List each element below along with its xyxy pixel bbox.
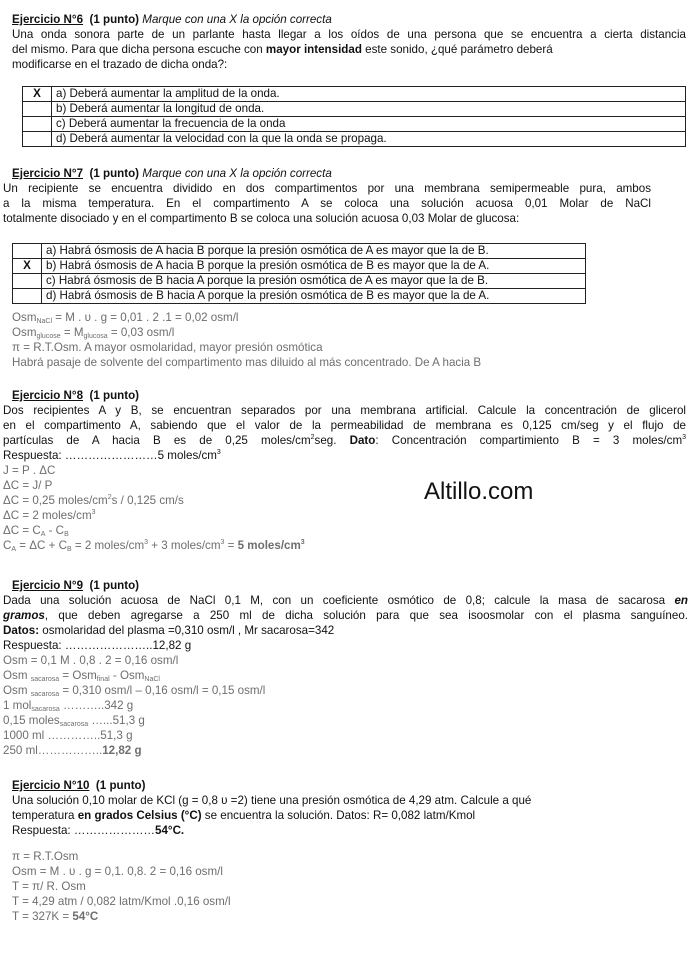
exercise-6-points: (1 punto) xyxy=(89,13,140,26)
solution-text: + 3 moles/cm xyxy=(148,539,221,552)
exercise-6-option-d xyxy=(23,132,686,147)
option-mark xyxy=(13,289,42,304)
exercise-7-statement-3: totalmente disociado y en el compartimento B se coloca una solución acuosa 0,03 Molar de glucosa: xyxy=(3,212,520,225)
solution-subscript: glucose xyxy=(36,333,61,340)
answer-label: Respuesta: ………………… xyxy=(12,824,156,837)
solution-line: J = P . ΔC xyxy=(3,464,56,477)
exercise-10-answer xyxy=(12,823,632,838)
solution-line: π = R.T.Osm. A mayor osmolaridad, mayor presión osmótica xyxy=(12,341,323,354)
solution-text: T = 327K = xyxy=(12,910,73,923)
exercise-6-statement-1: Una onda sonora parte de un parlante hasta llegar a los oídos de una persona que se encuentra a cierta distancia xyxy=(12,28,686,41)
solution-subscript: glucosa xyxy=(83,333,108,340)
solution-text: Osm xyxy=(12,326,37,339)
solution-result: 5 moles/cm xyxy=(237,539,301,552)
exercise-10 xyxy=(12,778,632,924)
subscript: sacarosa xyxy=(31,706,60,713)
option-text: b) Deberá aumentar la longitud de onda. xyxy=(52,102,686,117)
superscript: 2 xyxy=(107,494,112,501)
statement-text: , que deben agregarse a 250 ml de dicha solución para que sea isoosmolar con el plasma sanguíneo. xyxy=(44,609,688,622)
answer-label: Respuesta: xyxy=(3,449,62,462)
solution-text: = Osm xyxy=(59,669,97,682)
exercise-6-option-a xyxy=(23,87,686,102)
superscript: 3 xyxy=(682,434,687,441)
exercise-6-statement-3: modificarse en el trazado de dicha onda?: xyxy=(12,58,228,71)
solution-line xyxy=(3,683,688,698)
exercise-7-statement-2: a la misma temperatura. En el compartimento A se coloca una solución acuosa 0,01 Molar de NaCl xyxy=(3,197,651,210)
subscript: A xyxy=(11,546,17,553)
exercise-8-title xyxy=(3,388,686,403)
statement-text: : Concentración compartimiento B = 3 moles/cm xyxy=(375,434,683,447)
statement-text: seg. xyxy=(314,434,350,447)
option-mark: X xyxy=(23,87,52,102)
answer-value: 54°C. xyxy=(155,824,185,837)
solution-text: = ΔC + C xyxy=(16,539,67,552)
exercise-7-option-a xyxy=(13,244,586,259)
option-mark: X xyxy=(13,259,42,274)
exercise-8-points: (1 punto) xyxy=(89,389,140,402)
exercise-7-options-table xyxy=(12,243,586,304)
solution-text: = M . υ . g = 0,01 . 2 .1 = 0,02 osm/l xyxy=(52,311,239,324)
exercise-6-emphasis: mayor intensidad xyxy=(265,43,362,56)
subscript: sacarosa xyxy=(30,691,60,698)
exercise-7-solution xyxy=(12,310,612,370)
subscript: B xyxy=(64,531,69,538)
option-mark xyxy=(23,132,52,147)
exercise-10-title xyxy=(12,778,632,793)
answer-value: 5 moles/cm xyxy=(157,449,217,462)
exercise-9-statement-2 xyxy=(3,608,688,623)
exercise-7-points: (1 punto) xyxy=(89,167,140,180)
exercise-6-options-table xyxy=(22,86,686,147)
solution-text: - C xyxy=(45,524,65,537)
solution-line xyxy=(12,310,612,325)
superscript: 3 xyxy=(91,509,96,516)
subscript: sacarosa xyxy=(59,721,89,728)
solution-text: 250 ml…………….. xyxy=(3,744,103,757)
statement-emphasis: gramos xyxy=(3,609,45,622)
exercise-8-label: Ejercicio N°8 xyxy=(12,389,84,402)
exercise-10-statement-2 xyxy=(12,808,632,823)
solution-text: Osm xyxy=(3,669,31,682)
solution-line: T = π/ R. Osm xyxy=(12,880,86,893)
option-text: d) Deberá aumentar la velocidad con la que la onda se propaga. xyxy=(52,132,686,147)
exercise-8-statement-3 xyxy=(3,433,686,448)
exercise-6-label: Ejercicio N°6 xyxy=(12,13,84,26)
exercise-10-solution xyxy=(12,849,632,924)
exercise-10-statement-1: Una solución 0,10 molar de KCl (g = 0,8 υ =2) tiene una presión osmótica de 4,29 atm. Calcule a qué xyxy=(12,794,532,807)
subscript: NaCl xyxy=(144,676,160,683)
exercise-6-instruction: Marque con una X la opción correcta xyxy=(142,13,332,26)
exercise-10-label: Ejercicio N°10 xyxy=(12,779,90,792)
option-mark xyxy=(13,244,42,259)
solution-line xyxy=(3,698,688,713)
exercise-6-option-b xyxy=(23,102,686,117)
solution-text: = 0,03 osm/l xyxy=(107,326,175,339)
exercise-7-label: Ejercicio N°7 xyxy=(12,167,84,180)
solution-line xyxy=(3,508,686,523)
option-mark xyxy=(23,102,52,117)
solution-text: 0,15 moles xyxy=(3,714,60,727)
superscript: 3 xyxy=(300,539,305,546)
exercise-7-instruction: Marque con una X la opción correcta xyxy=(142,167,332,180)
exercise-9-answer: Respuesta: …………………..12,82 g xyxy=(3,639,192,652)
subscript: final xyxy=(96,676,110,683)
exercise-6-title xyxy=(12,12,686,27)
solution-text: Osm xyxy=(3,684,31,697)
exercise-9-label: Ejercicio N°9 xyxy=(12,579,84,592)
superscript: 3 xyxy=(220,539,225,546)
exercise-8 xyxy=(3,388,686,553)
solution-text: …...51,3 g xyxy=(88,714,145,727)
solution-line: ΔC = J/ P xyxy=(3,479,53,492)
statement-text: se encuentra la solución. Datos: R= 0,082 latm/Kmol xyxy=(201,809,476,822)
exercise-6-option-c xyxy=(23,117,686,132)
exercise-9-points: (1 punto) xyxy=(89,579,140,592)
exercise-7-option-c xyxy=(13,274,586,289)
option-text: a) Deberá aumentar la amplitud de la onda. xyxy=(52,87,686,102)
statement-text: osmolaridad del plasma =0,310 osm/l , Mr sacarosa=342 xyxy=(39,624,335,637)
option-text: a) Habrá ósmosis de A hacia B porque la presión osmótica de A es mayor que la de B. xyxy=(42,244,586,259)
solution-text: ΔC = 2 moles/cm xyxy=(3,509,92,522)
solution-text: = xyxy=(224,539,238,552)
superscript: 3 xyxy=(144,539,149,546)
exercise-8-answer xyxy=(3,448,686,463)
statement-bold: Dato xyxy=(349,434,376,447)
statement-emphasis: en xyxy=(674,594,688,607)
exercise-6-statement-2c: este sonido, ¿qué parámetro deberá xyxy=(361,43,553,56)
exercise-7-option-d xyxy=(13,289,586,304)
solution-line xyxy=(12,909,632,924)
exercise-6-statement-2 xyxy=(12,42,686,57)
solution-line xyxy=(3,538,686,553)
exercise-8-solution xyxy=(3,463,686,553)
superscript: 3 xyxy=(216,449,221,456)
solution-text: C xyxy=(3,539,12,552)
solution-line xyxy=(12,325,612,340)
option-text: c) Habrá ósmosis de B hacia A porque la presión osmótica de A es mayor que la de B. xyxy=(42,274,586,289)
subscript: A xyxy=(40,531,46,538)
exercise-9-statement-1 xyxy=(3,593,688,608)
exercise-7-title xyxy=(3,166,686,181)
exercise-6 xyxy=(12,12,686,72)
solution-line: Osm = M . υ . g = 0,1. 0,8. 2 = 0,16 osm/l xyxy=(12,865,223,878)
watermark: Altillo.com xyxy=(424,478,534,505)
solution-line: π = R.T.Osm xyxy=(12,850,79,863)
statement-bold: Datos: xyxy=(3,624,40,637)
statement-text: Dada una solución acuosa de NaCl 0,1 M, con un coeficiente osmótico de 0,8; calcule la masa de sacarosa xyxy=(3,594,675,607)
exercise-9-solution xyxy=(3,653,688,758)
solution-text: ………..342 g xyxy=(59,699,134,712)
option-text: b) Habrá ósmosis de A hacia B porque la presión osmótica de B es mayor que la de A. xyxy=(42,259,586,274)
solution-line xyxy=(3,668,688,683)
answer-dots: …………………… xyxy=(61,449,158,462)
statement-bold: en grados Celsius (°C) xyxy=(77,809,202,822)
solution-subscript: NaCl xyxy=(36,318,53,325)
exercise-6-statement-2a: del mismo. Para que dicha persona escuche con xyxy=(12,43,266,56)
solution-line: T = 4,29 atm / 0,082 latm/Kmol .0,16 osm/l xyxy=(12,895,231,908)
statement-text: temperatura xyxy=(12,809,78,822)
solution-result: 12,82 g xyxy=(102,744,142,757)
solution-line: Habrá pasaje de solvente del compartimento mas diluido al más concentrado. De A hacia B xyxy=(12,356,482,369)
solution-text: 1 mol xyxy=(3,699,32,712)
exercise-8-statement-1: Dos recipientes A y B, se encuentran separados por una membrana artificial. Calcule la concentración de glicerol xyxy=(3,404,686,417)
superscript: 2 xyxy=(310,434,315,441)
exercise-7-option-b xyxy=(13,259,586,274)
solution-result: 54°C xyxy=(72,910,99,923)
solution-line xyxy=(3,493,686,508)
subscript: B xyxy=(66,546,72,553)
solution-text: ΔC = 0,25 moles/cm xyxy=(3,494,108,507)
solution-line: 1000 ml …………..51,3 g xyxy=(3,729,133,742)
exercise-9-statement-3 xyxy=(3,623,688,638)
solution-text: = 2 moles/cm xyxy=(71,539,145,552)
solution-text: - Osm xyxy=(109,669,145,682)
exercise-7-statement-1: Un recipiente se encuentra dividido en dos compartimentos por una membrana semipermeable pura, ambos xyxy=(3,182,651,195)
option-text: d) Habrá ósmosis de B hacia A porque la presión osmótica de B es mayor que la de A. xyxy=(42,289,586,304)
option-mark xyxy=(23,117,52,132)
solution-text: s / 0,125 cm/s xyxy=(111,494,184,507)
solution-text: ΔC = C xyxy=(3,524,41,537)
solution-text: = 0,310 osm/l – 0,16 osm/l = 0,15 osm/l xyxy=(59,684,266,697)
exercise-9-title xyxy=(3,578,688,593)
exercise-10-points: (1 punto) xyxy=(95,779,146,792)
exercise-9 xyxy=(3,578,688,758)
solution-text: Osm xyxy=(12,311,37,324)
solution-line: Osm = 0,1 M . 0,8 . 2 = 0,16 osm/l xyxy=(3,654,179,667)
subscript: sacarosa xyxy=(30,676,60,683)
option-text: c) Deberá aumentar la frecuencia de la onda xyxy=(52,117,686,132)
statement-text: partículas de A hacia B es de 0,25 moles/cm xyxy=(3,434,311,447)
exercise-7 xyxy=(3,166,686,226)
solution-line xyxy=(3,743,688,758)
solution-line xyxy=(3,523,686,538)
solution-line xyxy=(3,713,688,728)
exercise-8-statement-2: en el compartimento A, sabiendo que el valor de la permeabilidad de membrana es 0,125 cm/seg y el flujo de xyxy=(3,419,686,432)
solution-text: = M xyxy=(60,326,84,339)
option-mark xyxy=(13,274,42,289)
